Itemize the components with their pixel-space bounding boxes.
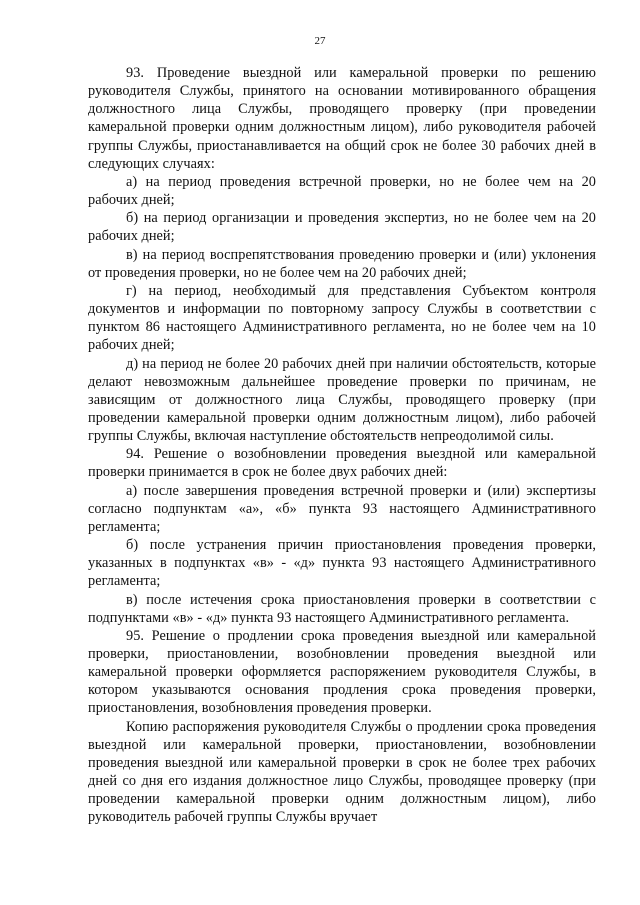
paragraph-95: 95. Решение о продлении срока проведения выездной или камеральной проверки, приостановлении, возобновлении проведения выездной или камеральной проверки оформляется распоряжением руководителя Службы, в котором указываются основания продления срока проведения проверки, приостановления, возобновления проведения проверки. xyxy=(88,627,596,717)
paragraph-93: 93. Проведение выездной или камеральной проверки по решению руководителя Службы, принятого на основании мотивированного обращения должностного лица Службы, проводящего проверку (при проведении камеральной проверки одним должностным лицом), либо руководителя рабочей группы Службы, приостанавливается на общий срок не более 30 рабочих дней в следующих случаях: xyxy=(88,65,596,172)
paragraph-94: 94. Решение о возобновлении проведения выездной или камеральной проверки принимается в срок не более двух рабочих дней: xyxy=(88,446,596,481)
paragraph-94-b: б) после устранения причин приостановления проведения проверки, указанных в подпунктах «в» - «д» пункта 93 настоящего Административного регламента; xyxy=(88,537,596,590)
paragraph-93-d: д) на период не более 20 рабочих дней при наличии обстоятельств, которые делают невозможным дальнейшее проведение проверки по причинам, не зависящим от должностного лица Службы, проводящего проверку (при проведении камеральной проверки одним должностным лицом), либо рабочей группы Службы, включая наступление обстоятельств непреодолимой силы. xyxy=(88,355,596,445)
page-number: 27 xyxy=(314,35,326,47)
paragraph-94-v: в) после истечения срока приостановления проверки в соответствии с подпунктами «в» - «д» пункта 93 настоящего Административного регламента. xyxy=(88,591,596,626)
paragraph-93-a: а) на период проведения встречной проверки, но не более чем на 20 рабочих дней; xyxy=(88,173,596,209)
paragraph-93-g: г) на период, необходимый для представления Субъектом контроля документов и информации по повторному запросу Службы в соответствии с пунктом 86 настоящего Административного регламента, но не более чем на 10 рабочих дней; xyxy=(88,282,596,354)
paragraph-94-a: а) после завершения проведения встречной проверки и (или) экспертизы согласно подпунктам «а», «б» пункта 93 настоящего Административного регламента; xyxy=(88,482,596,535)
paragraph-93-b: б) на период организации и проведения экспертиз, но не более чем на 20 рабочих дней; xyxy=(88,210,596,245)
document-body xyxy=(88,64,596,827)
paragraph-93-v: в) на период воспрепятствования проведению проверки и (или) уклонения от проведения проверки, но не более чем на 20 рабочих дней; xyxy=(88,246,596,281)
paragraph-95-copy: Копию распоряжения руководителя Службы о продлении срока проведения выездной или камеральной проверки, приостановлении, возобновлении проведения выездной или камеральной проверки в срок не более трех рабочих дней со дня его издания должностное лицо Службы, проводящее проверку (при проведении камеральной проверки одним должностным лицом), либо руководитель рабочей группы Службы вручает xyxy=(88,718,596,826)
